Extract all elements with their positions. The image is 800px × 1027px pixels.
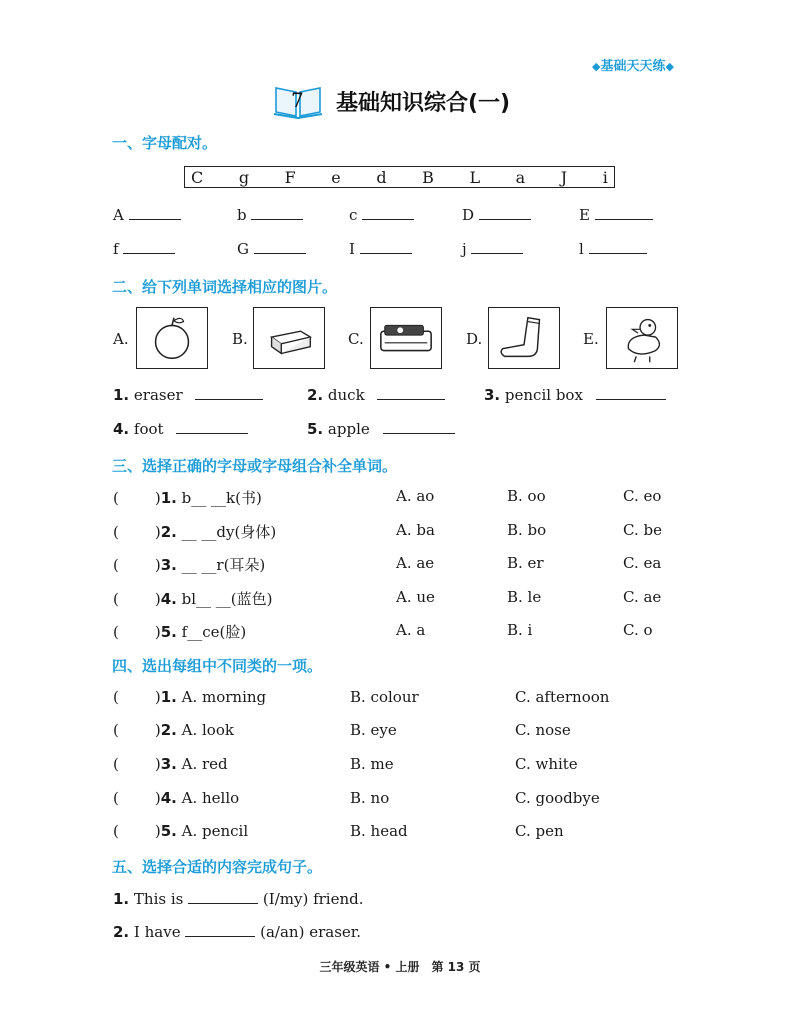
answer-blank[interactable] <box>185 936 255 937</box>
letter-match-item: D <box>462 206 531 224</box>
picture-label: B. <box>232 330 248 348</box>
choice-row: ( )3. __ __r(耳朵) <box>113 556 266 574</box>
option-c[interactable]: C. white <box>515 755 578 773</box>
answer-blank[interactable] <box>360 253 412 254</box>
letter-match-item: E <box>579 206 653 224</box>
page-title <box>272 82 510 120</box>
box-letter: B <box>422 167 434 187</box>
letter-match-item: c <box>349 206 414 224</box>
picture-label: C. <box>348 330 364 348</box>
odd-one-row: ( )2. A. look <box>113 721 234 739</box>
answer-blank[interactable] <box>254 253 306 254</box>
option-c[interactable]: C. ae <box>623 588 662 606</box>
lesson-number: 7 <box>291 88 304 112</box>
option-b[interactable]: B. me <box>350 755 394 773</box>
option-c[interactable]: C. pen <box>515 822 564 840</box>
odd-one-row: ( )5. A. pencil <box>113 822 249 840</box>
answer-blank[interactable] <box>377 399 445 400</box>
choice-row: ( )5. f__ce(脸) <box>113 623 247 641</box>
box-letter: C <box>191 167 204 187</box>
picture-label: A. <box>113 330 129 348</box>
option-c[interactable]: C. nose <box>515 721 571 739</box>
box-letter: e <box>331 167 341 187</box>
pencil-box-icon <box>370 307 442 369</box>
answer-blank[interactable] <box>479 219 531 220</box>
box-letter: g <box>238 167 250 187</box>
odd-one-row: ( )1. A. morning <box>113 688 267 706</box>
option-b[interactable]: B. head <box>350 822 408 840</box>
series-tag-text: 基础天天练 <box>600 59 666 74</box>
box-letter: a <box>515 167 526 187</box>
option-b[interactable]: B. i <box>507 621 533 639</box>
letter-match-item: G <box>237 240 306 258</box>
option-a[interactable]: A. ue <box>396 588 435 606</box>
picture-match-item: 5. apple <box>307 420 455 438</box>
answer-blank[interactable] <box>471 253 523 254</box>
picture-label: D. <box>466 330 483 348</box>
letter-match-item: f <box>113 240 175 258</box>
letter-match-item: I <box>349 240 412 258</box>
series-tag <box>592 55 674 74</box>
book-icon <box>272 82 324 120</box>
option-b[interactable]: B. er <box>507 554 544 572</box>
picture-match-item: 3. pencil box <box>484 386 666 404</box>
picture-label: E. <box>583 330 599 348</box>
box-letter: F <box>284 167 296 187</box>
option-c[interactable]: C. goodbye <box>515 789 600 807</box>
choice-row: ( )1. b__ __k(书) <box>113 489 262 507</box>
answer-blank[interactable] <box>188 903 258 904</box>
diamond-icon: ◆ <box>592 60 601 73</box>
section-3-heading: 三、选择正确的字母或字母组合补全单词。 <box>112 457 398 475</box>
option-b[interactable]: B. bo <box>507 521 547 539</box>
sentence-item: 2. I have (a/an) eraser. <box>113 923 362 941</box>
letter-match-item: l <box>579 240 647 258</box>
answer-blank[interactable] <box>195 399 263 400</box>
section-5-heading: 五、选择合适的内容完成句子。 <box>112 858 323 876</box>
eraser-icon <box>253 307 325 369</box>
letter-match-item: b <box>237 206 303 224</box>
answer-blank[interactable] <box>251 219 303 220</box>
option-a[interactable]: A. ae <box>396 554 435 572</box>
odd-one-row: ( )3. A. red <box>113 755 228 773</box>
answer-blank[interactable] <box>362 219 414 220</box>
answer-blank[interactable] <box>176 433 248 434</box>
sentence-item: 1. This is (I/my) friend. <box>113 890 364 908</box>
foot-icon <box>488 307 560 369</box>
answer-blank[interactable] <box>129 219 181 220</box>
option-b[interactable]: B. oo <box>507 487 546 505</box>
option-a[interactable]: A. ao <box>396 487 435 505</box>
section-4-heading: 四、选出每组中不同类的一项。 <box>112 657 323 675</box>
picture-match-item: 2. duck <box>307 386 445 404</box>
option-c[interactable]: C. afternoon <box>515 688 610 706</box>
choice-row: ( )2. __ __dy(身体) <box>113 523 277 541</box>
option-c[interactable]: C. be <box>623 521 662 539</box>
option-c[interactable]: C. eo <box>623 487 662 505</box>
answer-blank[interactable] <box>589 253 647 254</box>
box-letter: i <box>602 167 608 187</box>
option-b[interactable]: B. colour <box>350 688 419 706</box>
answer-blank[interactable] <box>595 219 653 220</box>
answer-blank[interactable] <box>383 433 455 434</box>
duck-icon <box>606 307 678 369</box>
letter-match-item: j <box>462 240 523 258</box>
option-b[interactable]: B. eye <box>350 721 397 739</box>
box-letter: d <box>376 167 387 187</box>
box-letter: J <box>560 167 568 187</box>
option-a[interactable]: A. a <box>396 621 426 639</box>
box-letter: L <box>469 167 481 187</box>
answer-blank[interactable] <box>123 253 175 254</box>
title-text: 基础知识综合(一) <box>336 90 511 116</box>
diamond-icon: ◆ <box>665 60 674 73</box>
section-1-heading: 一、字母配对。 <box>112 134 218 152</box>
option-c[interactable]: C. o <box>623 621 653 639</box>
option-b[interactable]: B. le <box>507 588 542 606</box>
letter-box <box>184 166 615 188</box>
picture-match-item: 1. eraser <box>113 386 263 404</box>
letter-match-item: A <box>113 206 181 224</box>
option-a[interactable]: A. ba <box>396 521 435 539</box>
option-b[interactable]: B. no <box>350 789 390 807</box>
choice-row: ( )4. bl__ __(蓝色) <box>113 590 273 608</box>
page-footer: 三年级英语 • 上册 第 13 页 <box>319 960 481 974</box>
apple-icon <box>136 307 208 369</box>
picture-match-item: 4. foot <box>113 420 248 438</box>
odd-one-row: ( )4. A. hello <box>113 789 240 807</box>
section-2-heading: 二、给下列单词选择相应的图片。 <box>112 278 338 296</box>
option-c[interactable]: C. ea <box>623 554 662 572</box>
answer-blank[interactable] <box>596 399 666 400</box>
